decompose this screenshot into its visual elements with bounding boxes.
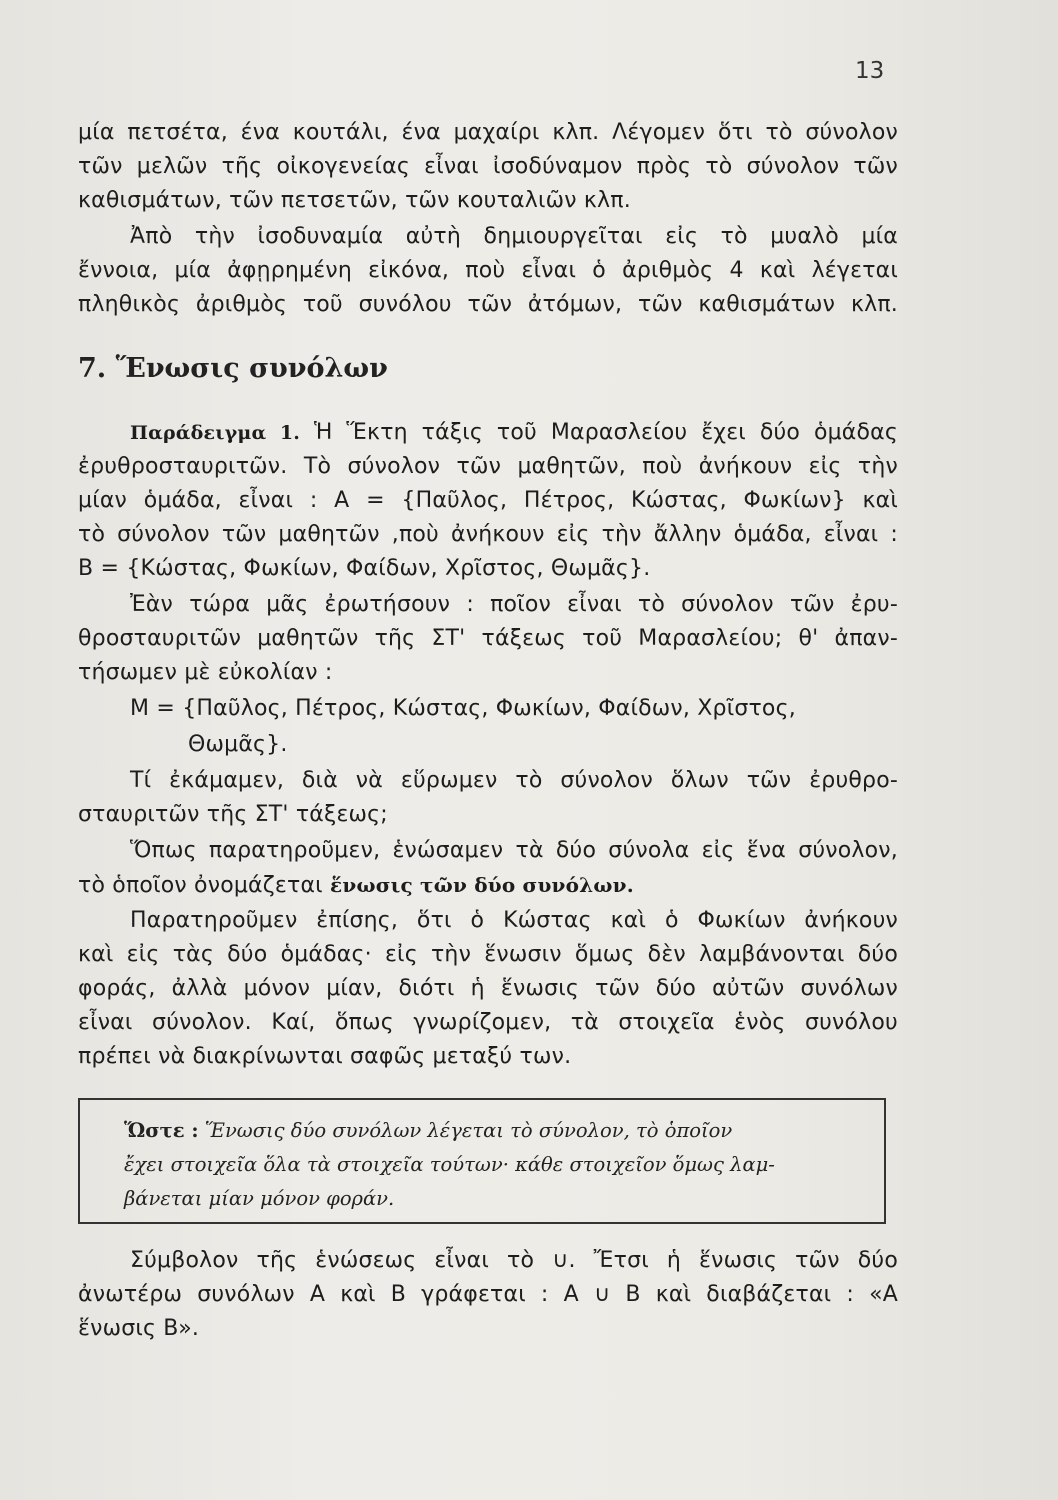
para1-line1: μία πετσέτα, ένα κουτάλι, ένα μαχαίρι κλπ. Λέγομεν ὅτι τὸ σύνολον: [78, 120, 898, 145]
example-line1-text: Ἡ Ἕκτη τάξις τοῦ Μαρασλείου ἔχει δύο ὁμάδας: [313, 420, 898, 445]
example-line5: B = {Κώστας, Φωκίων, Φαίδων, Χρῖστος, Θωμᾶς}.: [78, 556, 651, 581]
para2-line1: Ἀπὸ τὴν ἰσοδυναμία αὐτὴ δημιουργεῖται εἰς τὸ μυαλὸ μία: [130, 224, 898, 249]
para5-line2: καὶ εἰς τὰς δύο ὁμάδας· εἰς τὴν ἕνωσιν ὅμως δὲν λαμβάνονται δύο: [78, 942, 898, 967]
definition-line2: ἔχει στοιχεῖα ὅλα τὰ στοιχεῖα τούτων· κάθε στοιχεῖον ὅμως λαμ-: [124, 1153, 775, 1176]
question-line2: θροσταυριτῶν μαθητῶν τῆς ΣΤ' τάξεως τοῦ Μαρασλείου; θ' ἀπαν-: [78, 626, 898, 651]
para1-line2: τῶν μελῶν τῆς οἰκογενείας εἶναι ἰσοδύναμον πρὸς τὸ σύνολον τῶν: [78, 154, 898, 179]
para2-line2: ἔννοια, μία ἀφῃρημένη εἰκόνα, ποὺ εἶναι ὁ ἀριθμὸς 4 καὶ λέγεται: [78, 258, 898, 283]
set-m-line1: M = {Παῦλος, Πέτρος, Κώστας, Φωκίων, Φαίδων, Χρῖστος,: [130, 696, 796, 721]
definition-line3: βάνεται μίαν μόνον φοράν.: [124, 1187, 395, 1210]
para4-line1: Ὅπως παρατηροῦμεν, ἑνώσαμεν τὰ δύο σύνολα εἰς ἕνα σύνολον,: [130, 838, 898, 863]
para3-line1: Τί ἐκάμαμεν, διὰ νὰ εὕρωμεν τὸ σύνολον ὅλων τῶν ἐρυθρο-: [130, 768, 898, 793]
question-line1: Ἐὰν τώρα μᾶς ἐρωτήσουν : ποῖον εἶναι τὸ σύνολον τῶν ἐρυ-: [130, 592, 898, 617]
para3-line2: σταυριτῶν τῆς ΣΤ' τάξεως;: [78, 802, 388, 827]
example-line2: ἐρυθροσταυριτῶν. Τὸ σύνολον τῶν μαθητῶν, ποὺ ἀνήκουν εἰς τὴν: [78, 454, 898, 479]
example-label: Παράδειγμα 1.: [130, 422, 301, 444]
para6-line1: Σύμβολον τῆς ἑνώσεως εἶναι τὸ ∪. Ἔτσι ἡ ἕνωσις τῶν δύο: [130, 1248, 898, 1273]
para5-line5: πρέπει νὰ διακρίνωνται σαφῶς μεταξύ των.: [78, 1044, 572, 1069]
definition-label: Ὥστε :: [124, 1119, 199, 1142]
example-line4: τὸ σύνολον τῶν μαθητῶν ,ποὺ ἀνήκουν εἰς τὴν ἄλλην ὁμάδα, εἶναι :: [78, 522, 898, 547]
para6-line3: ἕνωσις B».: [78, 1316, 200, 1341]
section-heading: 7. Ἕνωσις συνόλων: [78, 353, 388, 384]
para6-line2: ἀνωτέρω συνόλων A καὶ B γράφεται : A ∪ B καὶ διαβάζεται : «A: [78, 1282, 898, 1307]
definition-box: [78, 1098, 886, 1224]
para4-line2: [78, 870, 898, 901]
definition-line1-text: Ἕνωσις δύο συνόλων λέγεται τὸ σύνολον, τὸ ὁποῖον: [204, 1119, 733, 1142]
para5-line4: εἶναι σύνολον. Καί, ὅπως γνωρίζομεν, τὰ στοιχεῖα ἑνὸς συνόλου: [78, 1010, 898, 1035]
definition-line1: [124, 1116, 864, 1146]
example-line1: [78, 418, 898, 448]
example-line3: μίαν ὁμάδα, εἶναι : A = {Παῦλος, Πέτρος, Κώστας, Φωκίων} καὶ: [78, 488, 898, 513]
para1-line3: καθισμάτων, τῶν πετσετῶν, τῶν κουταλιῶν κλπ.: [78, 188, 631, 213]
para4-line2-text: τὸ ὁποῖον ὀνομάζεται: [78, 873, 323, 898]
page-number: 13: [855, 58, 885, 84]
para2-line3: πληθικὸς ἀριθμὸς τοῦ συνόλου τῶν ἀτόμων, τῶν καθισμάτων κλπ.: [78, 292, 898, 317]
para5-line3: φοράς, ἀλλὰ μόνον μίαν, διότι ἡ ἕνωσις τῶν δύο αὐτῶν συνόλων: [78, 976, 898, 1001]
question-line3: τήσωμεν μὲ εὐκολίαν :: [78, 660, 333, 685]
set-m-line2: Θωμᾶς}.: [188, 732, 288, 757]
union-term: ἕνωσις τῶν δύο συνόλων.: [330, 873, 634, 897]
para5-line1: Παρατηροῦμεν ἐπίσης, ὅτι ὁ Κώστας καὶ ὁ Φωκίων ἀνήκουν: [130, 908, 898, 933]
